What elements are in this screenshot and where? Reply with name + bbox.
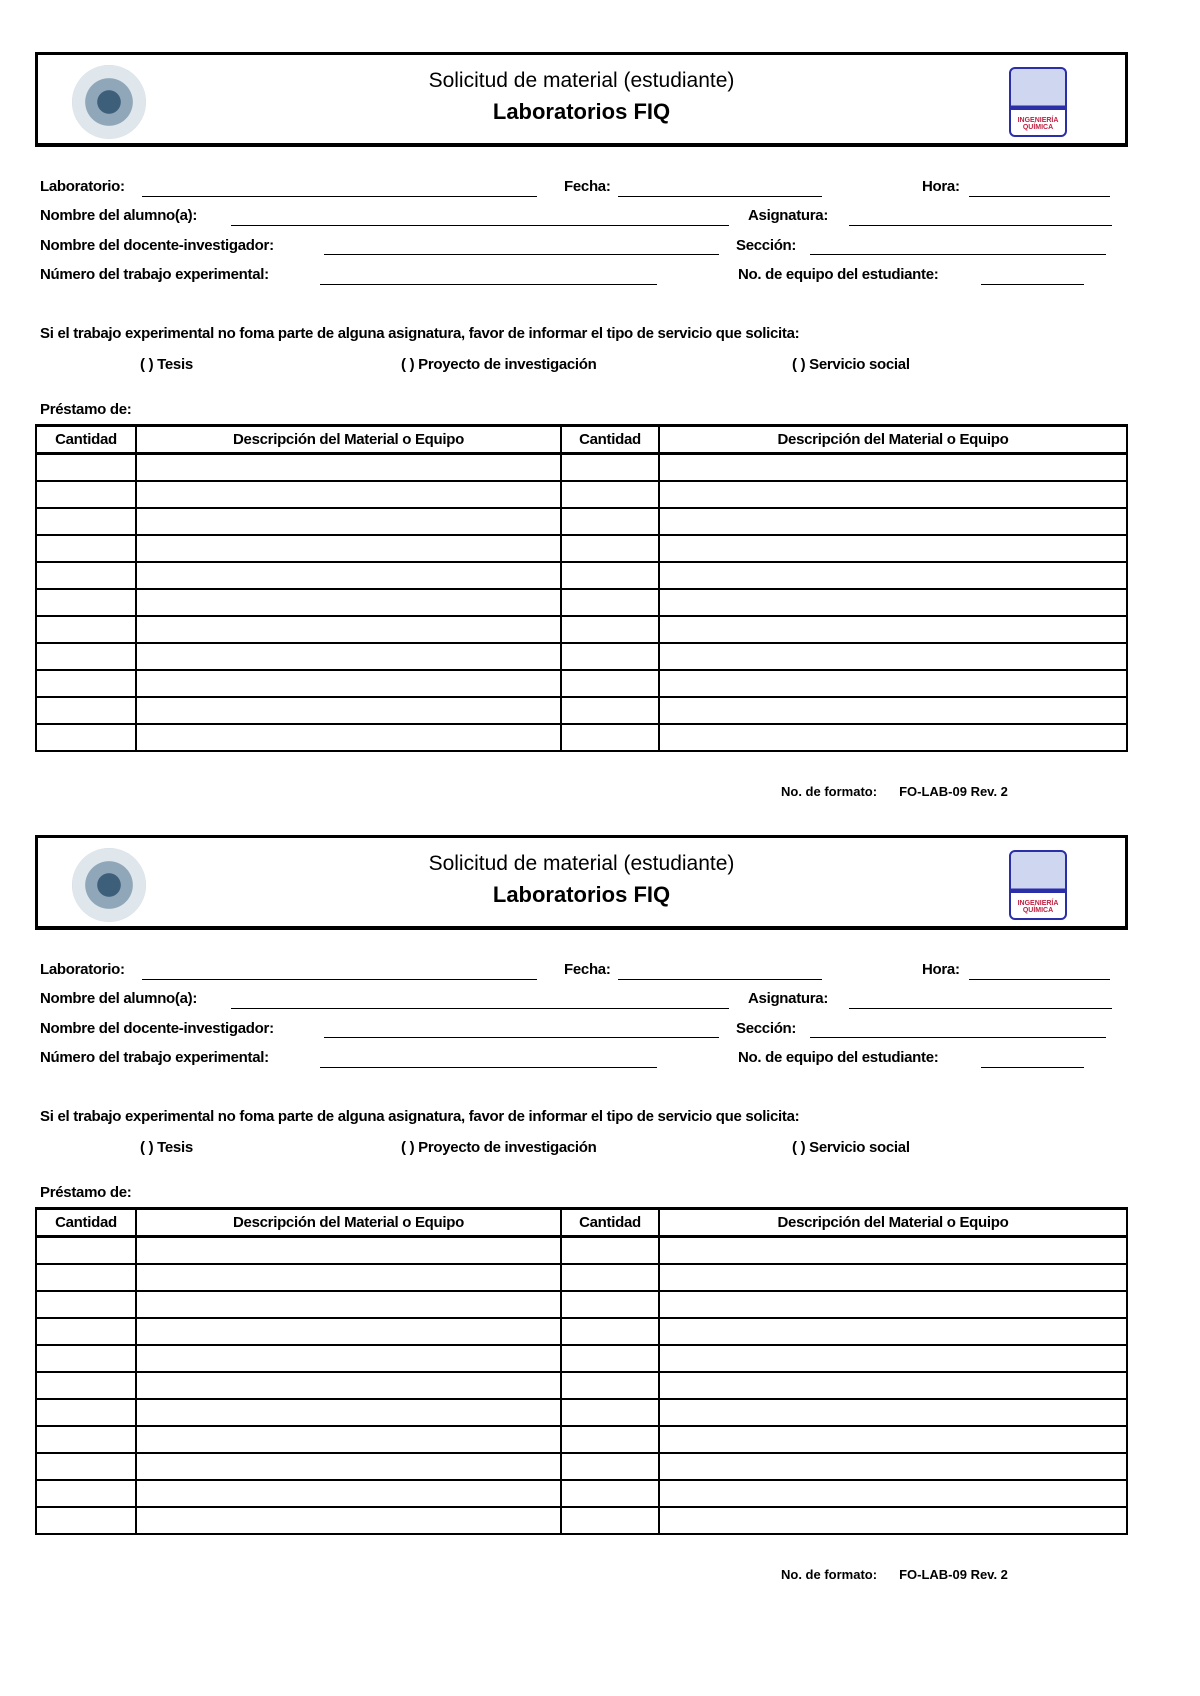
descripcion-cell[interactable] [659, 562, 1127, 589]
cantidad-cell[interactable] [36, 1507, 136, 1534]
table-row [36, 1480, 1127, 1507]
cantidad-cell[interactable] [561, 643, 659, 670]
descripcion-cell[interactable] [136, 1507, 561, 1534]
cantidad-cell[interactable] [36, 1399, 136, 1426]
cantidad-cell[interactable] [561, 535, 659, 562]
header-descripcion-1: Descripción del Material o Equipo [136, 426, 561, 454]
seccion-label: Sección: [736, 237, 797, 254]
cantidad-cell[interactable] [36, 508, 136, 535]
cantidad-cell[interactable] [561, 1345, 659, 1372]
descripcion-cell[interactable] [659, 508, 1127, 535]
cantidad-cell[interactable] [36, 1372, 136, 1399]
alumno-field[interactable] [231, 225, 729, 226]
equipo-field[interactable] [981, 284, 1084, 285]
format-label: No. de formato: [781, 1567, 878, 1582]
descripcion-cell[interactable] [136, 1372, 561, 1399]
header-cantidad-2: Cantidad [561, 426, 659, 454]
fecha-field[interactable] [618, 196, 822, 197]
descripcion-cell[interactable] [659, 589, 1127, 616]
laboratorio-field[interactable] [142, 979, 537, 980]
table-row [36, 643, 1127, 670]
cantidad-cell[interactable] [561, 697, 659, 724]
cantidad-cell[interactable] [36, 1318, 136, 1345]
descripcion-cell[interactable] [136, 535, 561, 562]
descripcion-cell[interactable] [659, 1399, 1127, 1426]
fiq-logo [1009, 850, 1067, 920]
equipo-label: No. de equipo del estudiante: [738, 1049, 939, 1066]
descripcion-cell[interactable] [136, 508, 561, 535]
header-descripcion-1: Descripción del Material o Equipo [136, 1209, 561, 1237]
descripcion-cell[interactable] [136, 670, 561, 697]
descripcion-cell[interactable] [659, 1480, 1127, 1507]
header-descripcion-2: Descripción del Material o Equipo [659, 1209, 1127, 1237]
numero-trabajo-field[interactable] [320, 1067, 657, 1068]
cantidad-cell[interactable] [561, 1291, 659, 1318]
descripcion-cell[interactable] [659, 1237, 1127, 1265]
cantidad-cell[interactable] [561, 1426, 659, 1453]
cantidad-cell[interactable] [561, 589, 659, 616]
form-header [35, 835, 1128, 930]
header-cantidad-2: Cantidad [561, 1209, 659, 1237]
format-label: No. de formato: [781, 784, 878, 799]
descripcion-cell[interactable] [136, 1291, 561, 1318]
descripcion-cell[interactable] [136, 454, 561, 482]
asignatura-label: Asignatura: [748, 990, 829, 1007]
header-descripcion-2: Descripción del Material o Equipo [659, 426, 1127, 454]
cantidad-cell[interactable] [36, 670, 136, 697]
seccion-label: Sección: [736, 1020, 797, 1037]
cantidad-cell[interactable] [36, 1264, 136, 1291]
descripcion-cell[interactable] [659, 616, 1127, 643]
cantidad-cell[interactable] [561, 670, 659, 697]
descripcion-cell[interactable] [136, 1453, 561, 1480]
descripcion-cell[interactable] [659, 1318, 1127, 1345]
loan-label: Préstamo de: [40, 1184, 132, 1201]
table-row [36, 1264, 1127, 1291]
descripcion-cell[interactable] [136, 1345, 561, 1372]
descripcion-cell[interactable] [136, 1264, 561, 1291]
asignatura-field[interactable] [849, 225, 1112, 226]
asignatura-field[interactable] [849, 1008, 1112, 1009]
cantidad-cell[interactable] [561, 1507, 659, 1534]
laboratorio-label: Laboratorio: [40, 961, 125, 978]
cantidad-cell[interactable] [36, 1426, 136, 1453]
cantidad-cell[interactable] [36, 562, 136, 589]
cantidad-cell[interactable] [561, 1318, 659, 1345]
cantidad-cell[interactable] [36, 1237, 136, 1265]
fecha-label: Fecha: [564, 961, 611, 978]
cantidad-cell[interactable] [36, 481, 136, 508]
docente-label: Nombre del docente-investigador: [40, 1020, 274, 1037]
table-row [36, 1399, 1127, 1426]
docente-label: Nombre del docente-investigador: [40, 237, 274, 254]
table-row [36, 1426, 1127, 1453]
table-row [36, 1453, 1127, 1480]
table-row [36, 562, 1127, 589]
descripcion-cell[interactable] [136, 643, 561, 670]
seccion-field[interactable] [810, 1037, 1106, 1038]
form-header [35, 52, 1128, 147]
cantidad-cell[interactable] [561, 1237, 659, 1265]
descripcion-cell[interactable] [659, 1453, 1127, 1480]
cantidad-cell[interactable] [561, 616, 659, 643]
descripcion-cell[interactable] [136, 1480, 561, 1507]
hora-field[interactable] [969, 979, 1110, 980]
descripcion-cell[interactable] [136, 1237, 561, 1265]
cantidad-cell[interactable] [36, 616, 136, 643]
cantidad-cell[interactable] [561, 1480, 659, 1507]
format-number [781, 1567, 1008, 1582]
form-subtitle: Laboratorios FIQ [492, 99, 671, 124]
descripcion-cell[interactable] [136, 481, 561, 508]
cantidad-cell[interactable] [561, 1453, 659, 1480]
alumno-label: Nombre del alumno(a): [40, 207, 198, 224]
table-row [36, 481, 1127, 508]
descripcion-cell[interactable] [659, 481, 1127, 508]
cantidad-cell[interactable] [36, 454, 136, 482]
fiq-logo [1009, 67, 1067, 137]
fiq-logo-text: INGENIERÍA QUÍMICA [1017, 117, 1059, 131]
table-row [36, 670, 1127, 697]
alumno-label: Nombre del alumno(a): [40, 990, 198, 1007]
form-title: Solicitud de material (estudiante) [428, 69, 735, 92]
table-row [36, 1507, 1127, 1534]
cantidad-cell[interactable] [561, 562, 659, 589]
cantidad-cell[interactable] [36, 589, 136, 616]
docente-field[interactable] [324, 254, 719, 255]
fecha-field[interactable] [618, 979, 822, 980]
equipo-label: No. de equipo del estudiante: [738, 266, 939, 283]
cantidad-cell[interactable] [36, 1345, 136, 1372]
table-row [36, 1345, 1127, 1372]
table-row [36, 589, 1127, 616]
format-code: FO-LAB-09 Rev. 2 [899, 1567, 1008, 1582]
service-question: Si el trabajo experimental no foma parte de alguna asignatura, favor de informar el tipo de servicio que solicita: [40, 1108, 800, 1125]
descripcion-cell[interactable] [136, 1318, 561, 1345]
descripcion-cell[interactable] [659, 1372, 1127, 1399]
fecha-label: Fecha: [564, 178, 611, 195]
request-form-1 [0, 0, 1200, 799]
descripcion-cell[interactable] [136, 724, 561, 751]
option-proyecto[interactable]: ( ) Proyecto de investigación [401, 1139, 597, 1156]
table-row [36, 1318, 1127, 1345]
descripcion-cell[interactable] [659, 1426, 1127, 1453]
descripcion-cell[interactable] [659, 1507, 1127, 1534]
descripcion-cell[interactable] [136, 1399, 561, 1426]
table-row [36, 616, 1127, 643]
hora-field[interactable] [969, 196, 1110, 197]
descripcion-cell[interactable] [659, 724, 1127, 751]
descripcion-cell[interactable] [136, 616, 561, 643]
descripcion-cell[interactable] [659, 535, 1127, 562]
descripcion-cell[interactable] [659, 1264, 1127, 1291]
service-question: Si el trabajo experimental no foma parte de alguna asignatura, favor de informar el tipo de servicio que solicita: [40, 325, 800, 342]
descripcion-cell[interactable] [136, 589, 561, 616]
option-proyecto[interactable]: ( ) Proyecto de investigación [401, 356, 597, 373]
cantidad-cell[interactable] [561, 508, 659, 535]
cantidad-cell[interactable] [561, 1399, 659, 1426]
loan-label: Préstamo de: [40, 401, 132, 418]
loan-table [35, 1207, 1128, 1535]
descripcion-cell[interactable] [659, 670, 1127, 697]
table-row [36, 724, 1127, 751]
format-code: FO-LAB-09 Rev. 2 [899, 784, 1008, 799]
descripcion-cell[interactable] [659, 454, 1127, 482]
table-row [36, 535, 1127, 562]
descripcion-cell[interactable] [659, 1345, 1127, 1372]
descripcion-cell[interactable] [659, 643, 1127, 670]
table-row [36, 1237, 1127, 1265]
cantidad-cell[interactable] [36, 724, 136, 751]
cantidad-cell[interactable] [36, 1453, 136, 1480]
hora-label: Hora: [922, 178, 960, 195]
hora-label: Hora: [922, 961, 960, 978]
table-row [36, 697, 1127, 724]
cantidad-cell[interactable] [36, 643, 136, 670]
numero-trabajo-label: Número del trabajo experimental: [40, 266, 269, 283]
descripcion-cell[interactable] [136, 697, 561, 724]
cantidad-cell[interactable] [36, 1291, 136, 1318]
descripcion-cell[interactable] [136, 562, 561, 589]
cantidad-cell[interactable] [561, 454, 659, 482]
descripcion-cell[interactable] [659, 1291, 1127, 1318]
loan-table [35, 424, 1128, 752]
descripcion-cell[interactable] [136, 1426, 561, 1453]
numero-trabajo-label: Número del trabajo experimental: [40, 1049, 269, 1066]
table-row [36, 1291, 1127, 1318]
header-cantidad-1: Cantidad [36, 1209, 136, 1237]
header-cantidad-1: Cantidad [36, 426, 136, 454]
laboratorio-label: Laboratorio: [40, 178, 125, 195]
option-tesis[interactable]: ( ) Tesis [140, 1139, 193, 1156]
table-row [36, 508, 1127, 535]
table-row [36, 454, 1127, 482]
option-servicio-social[interactable]: ( ) Servicio social [792, 356, 910, 373]
docente-field[interactable] [324, 1037, 719, 1038]
cantidad-cell[interactable] [36, 1480, 136, 1507]
asignatura-label: Asignatura: [748, 207, 829, 224]
cantidad-cell[interactable] [561, 481, 659, 508]
laboratorio-field[interactable] [142, 196, 537, 197]
fiq-logo-text: INGENIERÍA QUÍMICA [1017, 900, 1059, 914]
cantidad-cell[interactable] [36, 697, 136, 724]
form-subtitle: Laboratorios FIQ [492, 882, 671, 907]
form-title: Solicitud de material (estudiante) [428, 852, 735, 875]
alumno-field[interactable] [231, 1008, 729, 1009]
option-tesis[interactable]: ( ) Tesis [140, 356, 193, 373]
cantidad-cell[interactable] [561, 724, 659, 751]
seccion-field[interactable] [810, 254, 1106, 255]
option-servicio-social[interactable]: ( ) Servicio social [792, 1139, 910, 1156]
equipo-field[interactable] [981, 1067, 1084, 1068]
cantidad-cell[interactable] [561, 1372, 659, 1399]
cantidad-cell[interactable] [561, 1264, 659, 1291]
cantidad-cell[interactable] [36, 535, 136, 562]
request-form-2 [0, 783, 1200, 1582]
numero-trabajo-field[interactable] [320, 284, 657, 285]
descripcion-cell[interactable] [659, 697, 1127, 724]
table-row [36, 1372, 1127, 1399]
